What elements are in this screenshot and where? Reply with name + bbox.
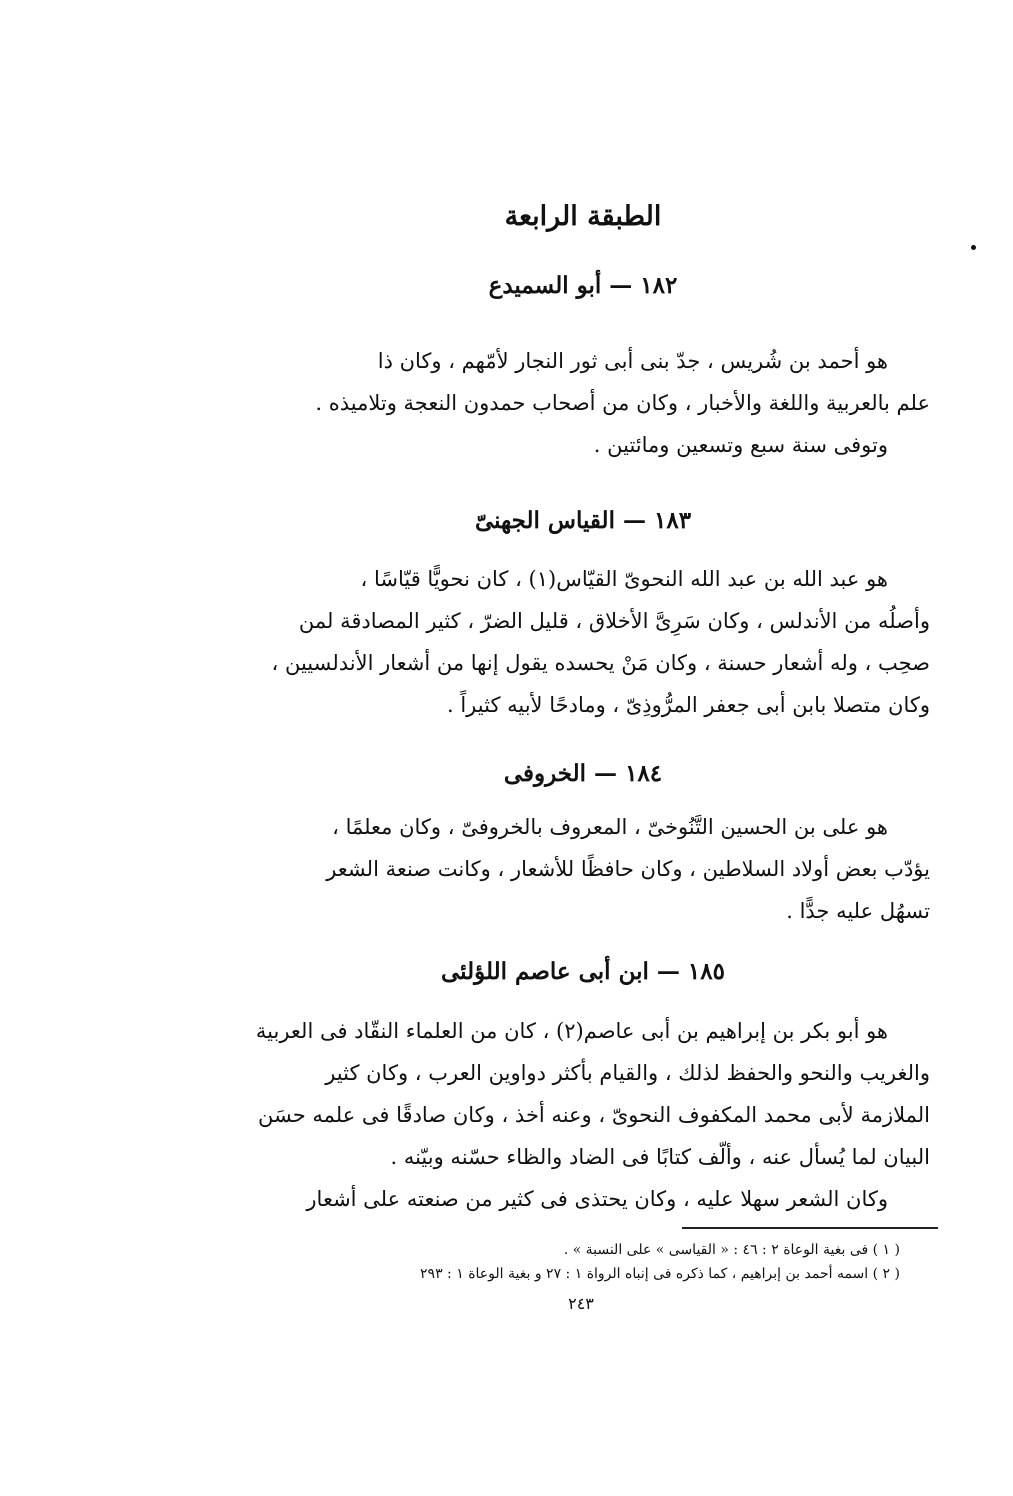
entry-182-line-2: علم بالعربية واللغة والأخبار ، وكان من أصحاب حمدون النعجة وتلاميذه . [315,391,930,415]
entry-183-line-4: وكان متصلا بابن أبى جعفر المرُّوذِىّ ، ومادحًا لأبيه كثيراً . [447,693,930,717]
entry-heading-185: ١٨٥ — ابن أبى عاصم اللؤلئى [441,958,725,985]
footnote-1: ( ١ ) فى بغية الوعاة ٢ : ٤٦ : « القياسى » على النسبة » . [563,1242,900,1258]
entry-body-184 [236,806,930,932]
entry-183-line-1: هو عبد الله بن عبد الله النحوىّ القيّاس(١) ، كان نحويًّا قيّاسًا ، [360,567,888,591]
entry-183-line-3: صحِب ، وله أشعار حسنة ، وكان مَنْ يحسده يقول إنها من أشعار الأندلسيين ، [271,651,930,675]
entry-body-183 [236,558,930,726]
entry-185-line-4: البيان لما يُسأل عنه ، وألّف كتابًا فى الضاد والظاء حسّنه وبيّنه . [390,1145,930,1169]
entry-184-line-2: يؤدّب بعض أولاد السلاطين ، وكان حافظًا للأشعار ، وكانت صنعة الشعر [326,857,930,881]
footnote-separator [682,1227,938,1229]
section-title: الطبقة الرابعة [504,201,662,232]
entry-185-line-2: والغريب والنحو والحفظ لذلك ، والقيام بأكثر دواوين العرب ، وكان كثير [325,1061,930,1085]
entry-184-line-1: هو على بن الحسين التَّنُوخىّ ، المعروف بالخروفىّ ، وكان معلمًا ، [332,815,888,839]
entry-body-185 [236,1010,930,1220]
entry-183-line-2: وأصلُه من الأندلس ، وكان سَرِىَّ الأخلاق ، قليل الضرّ ، كثير المصادقة لمن [298,609,930,633]
entry-heading-183: ١٨٣ — القياس الجهنىّ [474,507,692,534]
footnote-2: ( ٢ ) اسمه أحمد بن إبراهيم ، كما ذكره فى إنباه الرواة ١ : ٢٧ و بغية الوعاة ١ : ٢٩٣ [420,1266,900,1282]
entry-heading-184: ١٨٤ — الخروفى [503,760,663,787]
entry-182-line-3: وتوفى سنة سبع وتسعين ومائتين . [593,433,888,457]
margin-dot [971,245,976,250]
entry-heading-182: ١٨٢ — أبو السميدع [488,272,678,299]
footnotes [300,1238,900,1286]
entry-body-182 [236,340,930,466]
page-number: ٢٤٣ [568,1294,594,1313]
entry-184-line-3: تسهُل عليه جدًّا . [786,899,930,923]
entry-185-line-3: الملازمة لأبى محمد المكفوف النحوىّ ، وعنه أخذ ، وكان صادقًا فى علمه حسَن [257,1103,930,1127]
entry-185-line-1: هو أبو بكر بن إبراهيم بن أبى عاصم(٢) ، كان من العلماء النقّاد فى العربية [255,1019,888,1043]
entry-185-line-5: وكان الشعر سهلا عليه ، وكان يحتذى فى كثير من صنعته على أشعار [306,1187,888,1211]
entry-182-line-1: هو أحمد بن شُريس ، جدّ بنى أبى ثور النجار لأمّهم ، وكان ذا [377,349,888,373]
